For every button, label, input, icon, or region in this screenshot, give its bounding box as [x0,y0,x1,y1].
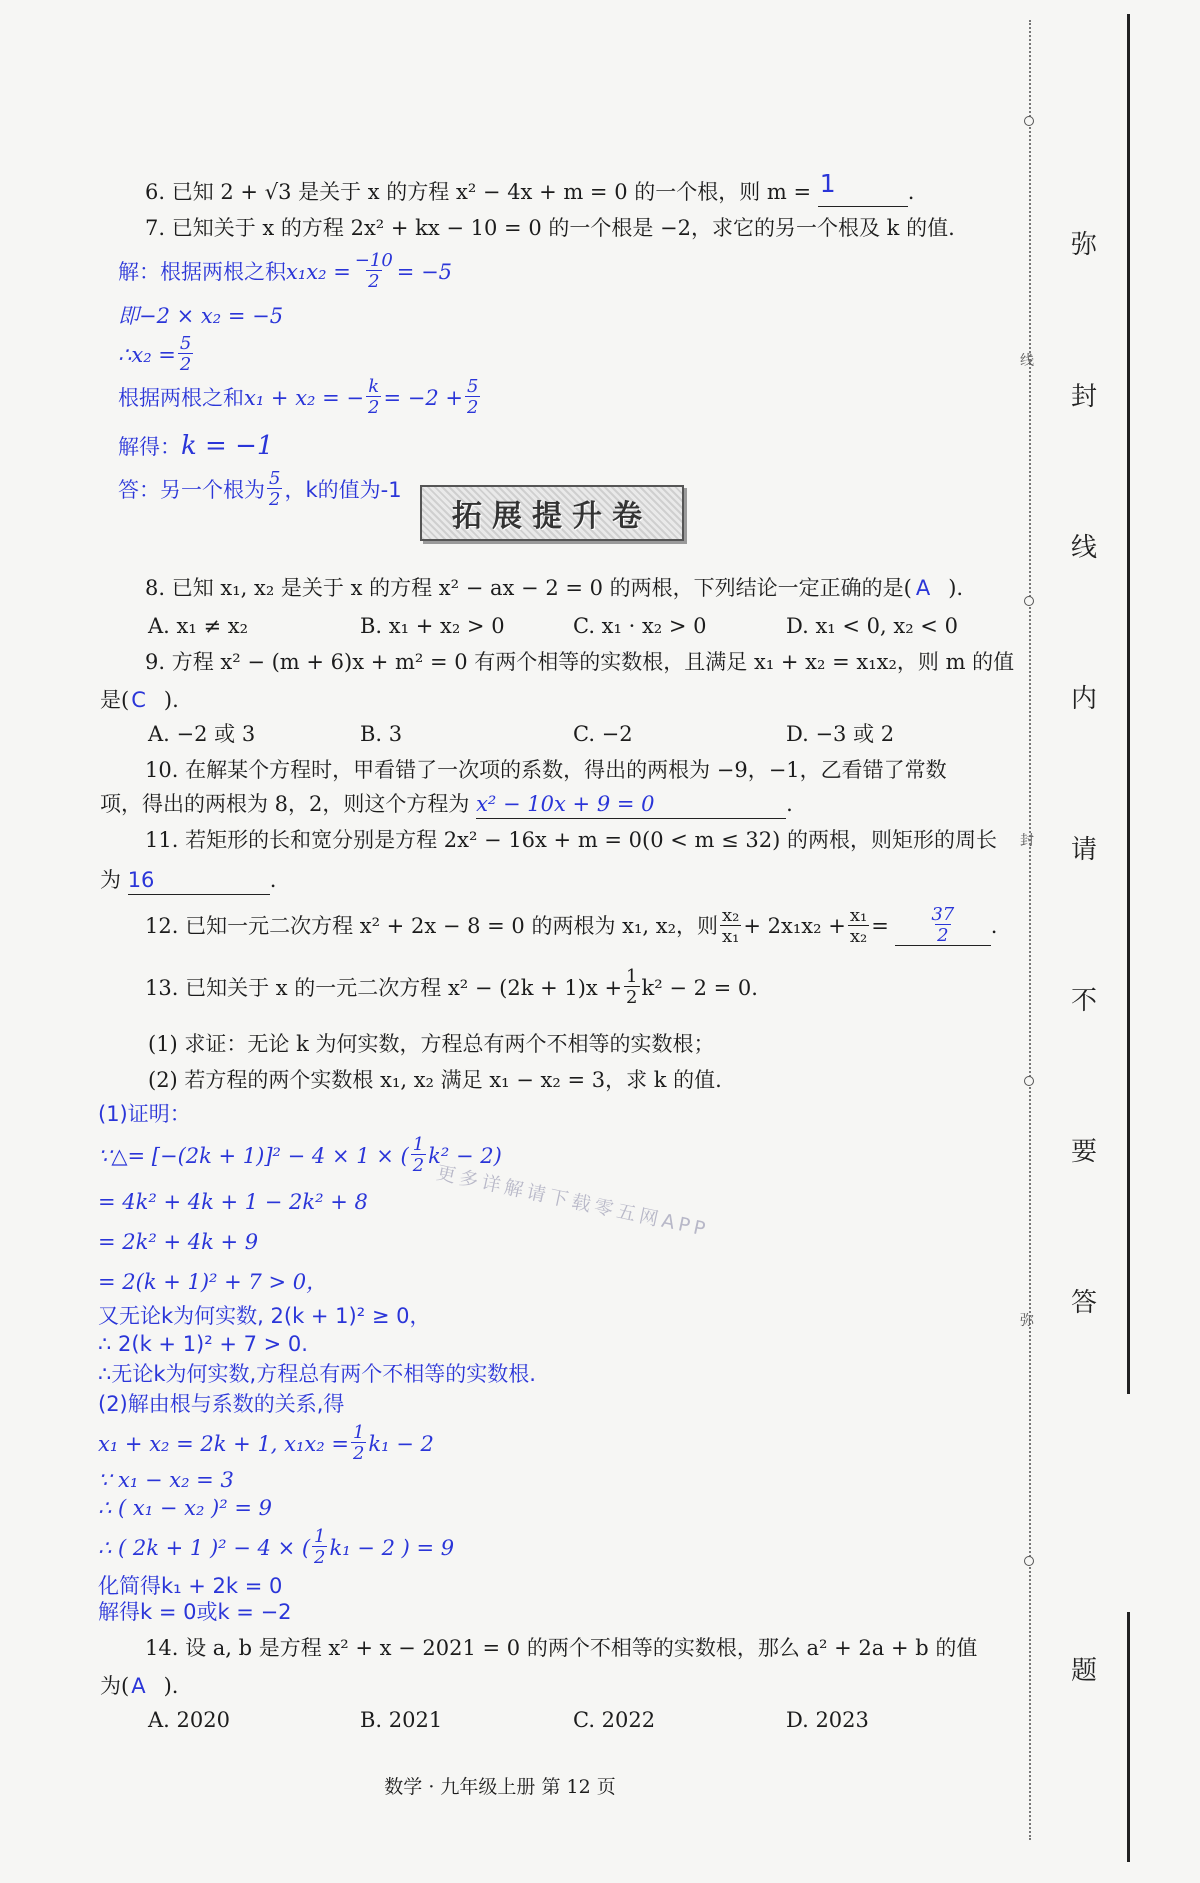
binding-mark: 线 [1020,353,1034,369]
question-6-text: 6. 已知 2 + √3 是关于 x 的方程 x² − 4x + m = 0 的一个根，则 m = [145,180,812,204]
question-11-line-2: 为 16 . [100,866,276,895]
question-9-line-2: 是(C ). [100,688,179,712]
question-9-answer: C [131,688,146,712]
fraction: $\frac{1}{2}$ [626,966,638,1008]
binding-circle [1024,1556,1034,1566]
answer-7-line-1: 解：根据两根之积 x₁x₂ = $\frac{-10}{2}$ = −5 [118,250,453,292]
question-10-line-2: 项，得出的两根为 8，2，则这个方程为 x² − 10x + 9 = 0 . [100,790,793,819]
answer-13-part2-line-2: ∵ x₁ − x₂ = 3 [98,1468,234,1492]
watermark: 更多详解请下载零五网APP [434,1161,712,1242]
question-11-answer: 16 [127,868,155,892]
option-d: D. 2023 [786,1708,869,1732]
option-a: A. 2020 [148,1708,230,1732]
question-8: 8. 已知 x₁, x₂ 是关于 x 的方程 x² − ax − 2 = 0 的两根，下列结论一定正确的是( A ). [145,576,964,600]
option-b: B. 3 [360,722,403,746]
fraction: $\frac{-10}{2}$ [354,250,393,292]
question-6: 6. 已知 2 + √3 是关于 x 的方程 x² − 4x + m = 0 的一个根，则 m = 1 . [145,178,914,207]
margin-char: 请 [1070,835,1097,865]
option-c: C. 2022 [573,1708,656,1732]
question-9-options [148,720,968,748]
margin-char: 答 [1070,1288,1097,1318]
option-a: A. −2 或 3 [148,722,256,746]
fraction: $\frac{5}{2}$ [179,333,192,375]
question-7: 7. 已知关于 x 的方程 2x² + kx − 10 = 0 的一个根是 −2，求它的另一个根及 k 的值. [145,216,955,240]
binding-circle [1024,1076,1034,1086]
question-13: 13. 已知关于 x 的一元二次方程 x² − (2k + 1)x + $\frac{1}{2}$ k² − 2 = 0. [145,966,758,1008]
fraction: $\frac{k}{2}$ [368,376,380,418]
option-c: C. x₁ · x₂ > 0 [573,614,707,638]
fraction: $\frac{\text{x₂}}{\text{x₁}}$ [722,904,740,947]
page-footer: 数学 · 九年级上册 第 12 页 [384,1776,616,1798]
answer-13-line-5: 又无论k为何实数, 2(k + 1)² ≥ 0， [98,1304,431,1328]
option-a: A. x₁ ≠ x₂ [148,614,248,638]
answer-13-line-6: ∴ 2(k + 1)² + 7 > 0. [98,1332,308,1356]
question-8-answer: A [915,576,931,600]
answer-7-line-4: 根据两根之和 x₁ + x₂ = − $\frac{k}{2}$ = −2 + $\frac{5}{2}$ [118,376,479,418]
question-14-line-2: 为(A ). [100,1674,179,1698]
answer-13-line-3: = 2k² + 4k + 9 [98,1230,259,1254]
margin-rule [1127,14,1130,1394]
fraction: $\frac{1}{2}$ [352,1422,365,1464]
question-14-answer: A [131,1674,146,1698]
margin-char: 线 [1070,533,1097,563]
question-12-answer: $\frac{37}{2}$ [931,904,955,946]
answer-13-line-7: ∴无论k为何实数,方程总有两个不相等的实数根. [98,1362,536,1386]
answer-13-part2-line-3: ∴ ( x₁ − x₂ )² = 9 [98,1496,272,1520]
answer-13-part2-line-5: 化简得k₁ + 2k = 0 [98,1574,283,1598]
answer-7-line-5: 解得：k = −1 [118,431,274,461]
fraction: $\frac{5}{2}$ [269,468,281,510]
question-10-answer: x² − 10x + 9 = 0 [476,792,655,816]
question-6-answer: 1 [819,169,836,198]
question-12-blank [895,906,991,946]
answer-13-part2-line-6: 解得k = 0或k = −2 [98,1600,292,1624]
binding-mark: 弥 [1020,1313,1034,1329]
fraction: $\frac{1}{2}$ [412,1134,425,1176]
question-12: 12. 已知一元二次方程 x² + 2x − 8 = 0 的两根为 x₁, x₂，则 $\frac{\text{x₂}}{\text{x₁}}$ + 2x₁x₂ + $\frac{\text{x₁}}{\text{x₂}}$ = $\frac{37}{2}$ . [145,904,998,947]
answer-13-line-4: = 2(k + 1)² + 7 > 0， [98,1270,328,1294]
option-d: D. −3 或 2 [786,722,895,746]
answer-13-heading-2: (2)解由根与系数的关系,得 [98,1392,345,1416]
margin-char: 封 [1070,382,1097,412]
margin-char: 内 [1070,684,1097,714]
option-d: D. x₁ < 0, x₂ < 0 [786,614,958,638]
question-11-blank [128,866,270,895]
question-11-line-1: 11. 若矩形的长和宽分别是方程 2x² − 16x + m = 0(0 < m ≤ 32) 的两根，则矩形的周长 [145,828,997,852]
binding-dotted-line [1029,20,1031,1840]
question-9-line-1: 9. 方程 x² − (m + 6)x + m² = 0 有两个相等的实数根，且满足 x₁ + x₂ = x₁x₂，则 m 的值 [145,650,1015,674]
margin-char: 弥 [1070,230,1097,260]
binding-circle [1024,116,1034,126]
margin-rule [1127,1612,1130,1862]
question-14-line-1: 14. 设 a, b 是方程 x² + x − 2021 = 0 的两个不相等的实数根，那么 a² + 2a + b 的值 [145,1636,978,1660]
option-b: B. x₁ + x₂ > 0 [360,614,505,638]
answer-7-line-6: 答：另一个根为 $\frac{5}{2}$ ，k的值为-1 [118,468,402,510]
question-10-line-1: 10. 在解某个方程时，甲看错了一次项的系数，得出的两根为 −9，−1，乙看错了常数 [145,758,947,782]
answer-13-line-2: = 4k² + 4k + 1 − 2k² + 8 [98,1190,368,1214]
question-14-options [148,1706,968,1734]
question-8-options [148,612,968,640]
question-13-sub-2: (2) 若方程的两个实数根 x₁, x₂ 满足 x₁ − x₂ = 3，求 k 的值. [148,1068,722,1092]
answer-7-line-3: ∴x₂ = $\frac{5}{2}$ [118,333,192,375]
answer-7-line-2: 即−2 × x₂ = −5 [118,304,284,328]
answer-13-part2-line-4: ∴ ( 2k + 1 )² − 4 × ( $\frac{1}{2}$ k₁ − 2 ) = 9 [98,1526,455,1568]
binding-mark: 封 [1020,833,1034,849]
option-c: C. −2 [573,722,633,746]
fraction: $\frac{5}{2}$ [466,376,479,418]
question-13-sub-1: (1) 求证：无论 k 为何实数，方程总有两个不相等的实数根； [148,1032,715,1056]
option-b: B. 2021 [360,1708,443,1732]
fraction: $\frac{\text{x₁}}{\text{x₂}}$ [849,904,868,947]
question-6-blank [818,169,908,207]
section-title-badge [420,485,684,541]
margin-char: 要 [1070,1137,1097,1167]
answer-13-part2-line-1: x₁ + x₂ = 2k + 1, x₁x₂ = $\frac{1}{2}$ k₁ − 2 [98,1422,434,1464]
margin-char: 题 [1070,1656,1097,1686]
binding-circle [1024,596,1034,606]
answer-13-line-1: ∵△= [−(2k + 1)]² − 4 × 1 × ( $\frac{1}{2}$ k² − 2) [98,1134,502,1176]
answer-13-heading-1: (1)证明： [98,1102,191,1126]
margin-char: 不 [1070,986,1097,1016]
question-10-blank [476,790,786,819]
section-title: 拓展提升卷 [452,499,652,534]
fraction: $\frac{1}{2}$ [314,1526,326,1568]
